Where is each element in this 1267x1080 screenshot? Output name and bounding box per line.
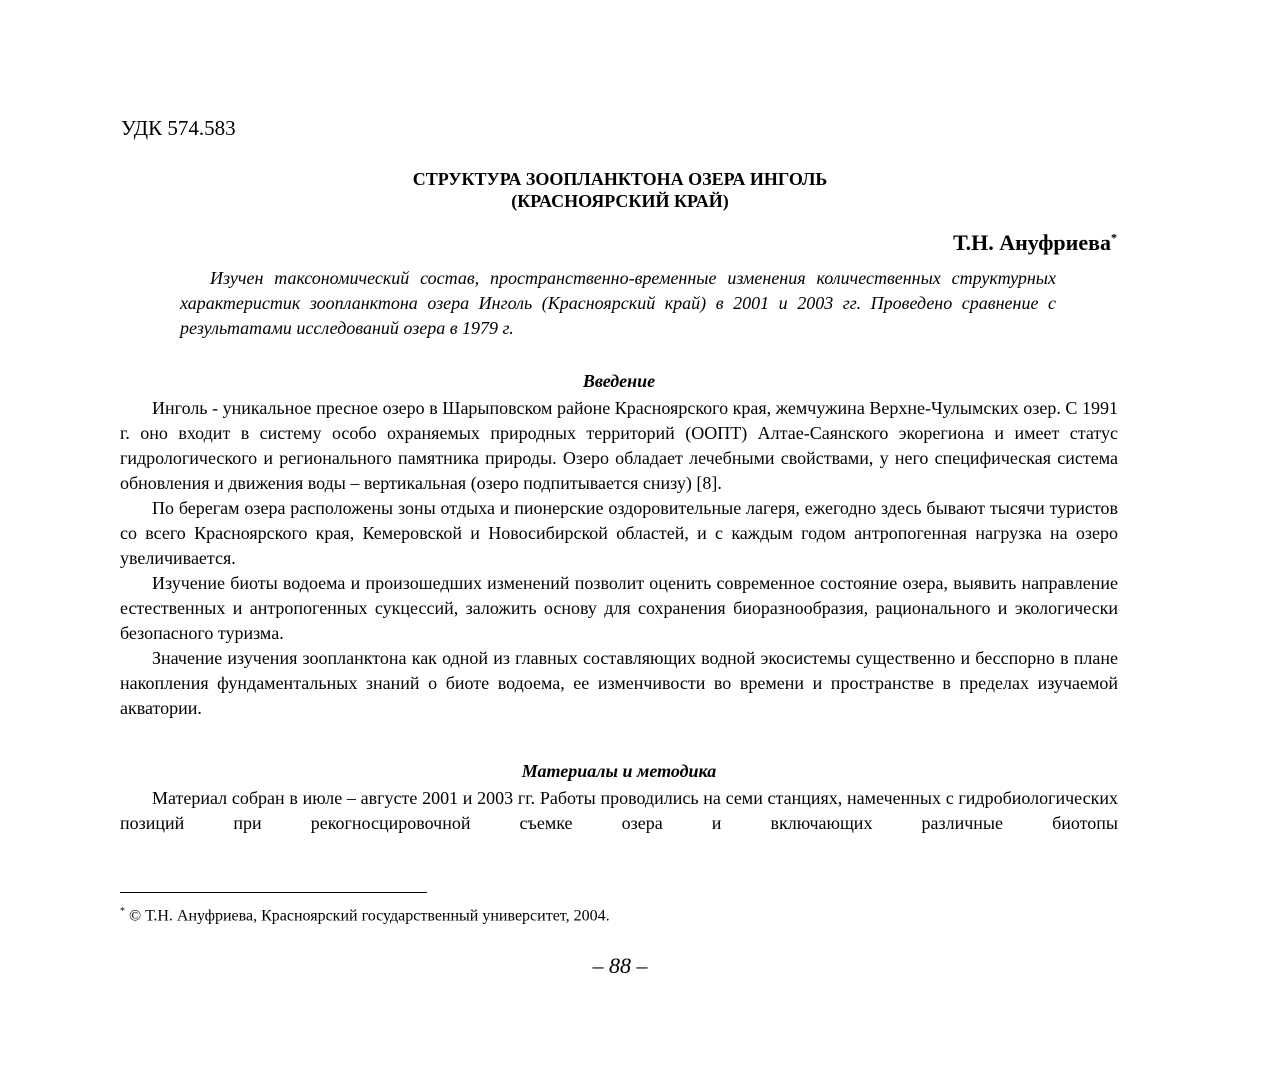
- author: [953, 230, 1117, 256]
- title-line-1: СТРУКТУРА ЗООПЛАНКТОНА ОЗЕРА ИНГОЛЬ: [412, 169, 828, 189]
- abstract: Изучен таксономический состав, пространственно-временные изменения количественных структурных характеристик зоопланктона озера Инголь (Красноярский край) в 2001 и 2003 гг. Проведено сравнение с результатами исследований озера в 1979 г.: [180, 268, 1056, 338]
- footnote-mark: *: [120, 906, 125, 917]
- paragraph: Инголь - уникальное пресное озеро в Шарыповском районе Красноярского края, жемчужина Верхне-Чулымских озер. С 1991 г. оно входит в систему особо охраняемых природных территорий (ООПТ) Алтае-Саянского экорегиона и имеет статус гидрологического и регионального памятника природы. Озеро обладает лечебными свойствами, у него специфическая система обновления и движения воды – вертикальная (озеро подпитывается снизу) [8].: [120, 398, 1118, 493]
- page-number: – 88 –: [592, 953, 648, 978]
- udk-code: УДК 574.583: [121, 116, 236, 140]
- methods-section: [120, 786, 1118, 836]
- paragraph: Материал собран в июле – августе 2001 и 2003 гг. Работы проводились на семи станциях, намеченных с гидробиологических позиций при рекогносцировочной съемке озера и включающих различные биотопы: [120, 788, 1118, 833]
- paragraph: По берегам озера расположены зоны отдыха и пионерские оздоровительные лагеря, ежегодно здесь бывают тысячи туристов со всего Красноярского края, Кемеровской и Новосибирской областей, и с каждым годом антропогенная нагрузка на озеро увеличивается.: [120, 498, 1118, 568]
- author-name: Т.Н. Ануфриева: [953, 230, 1111, 255]
- introduction-section: [120, 396, 1118, 721]
- heading-methods: Материалы и методика: [521, 761, 717, 781]
- paragraph: Значение изучения зоопланктона как одной из главных составляющих водной экосистемы существенно и бесспорно в плане накопления фундаментальных знаний о биоте водоема, ее изменчивости во времени и пространстве в пределах изучаемой акватории.: [120, 648, 1118, 718]
- footnote-text: © Т.Н. Ануфриева, Красноярский государственный университет, 2004.: [129, 907, 610, 925]
- paper-title: [120, 168, 1120, 212]
- author-footnote-mark: *: [1111, 230, 1117, 245]
- heading-introduction: Введение: [582, 371, 656, 391]
- title-line-2: (КРАСНОЯРСКИЙ КРАЙ): [511, 191, 729, 211]
- paragraph: Изучение биоты водоема и произошедших изменений позволит оценить современное состояние озера, выявить направление естественных и антропогенных сукцессий, заложить основу для сохранения биоразнообразия, рационального и экологически безопасного туризма.: [120, 573, 1118, 643]
- footnote-divider: [120, 892, 427, 893]
- footnote: [120, 906, 610, 925]
